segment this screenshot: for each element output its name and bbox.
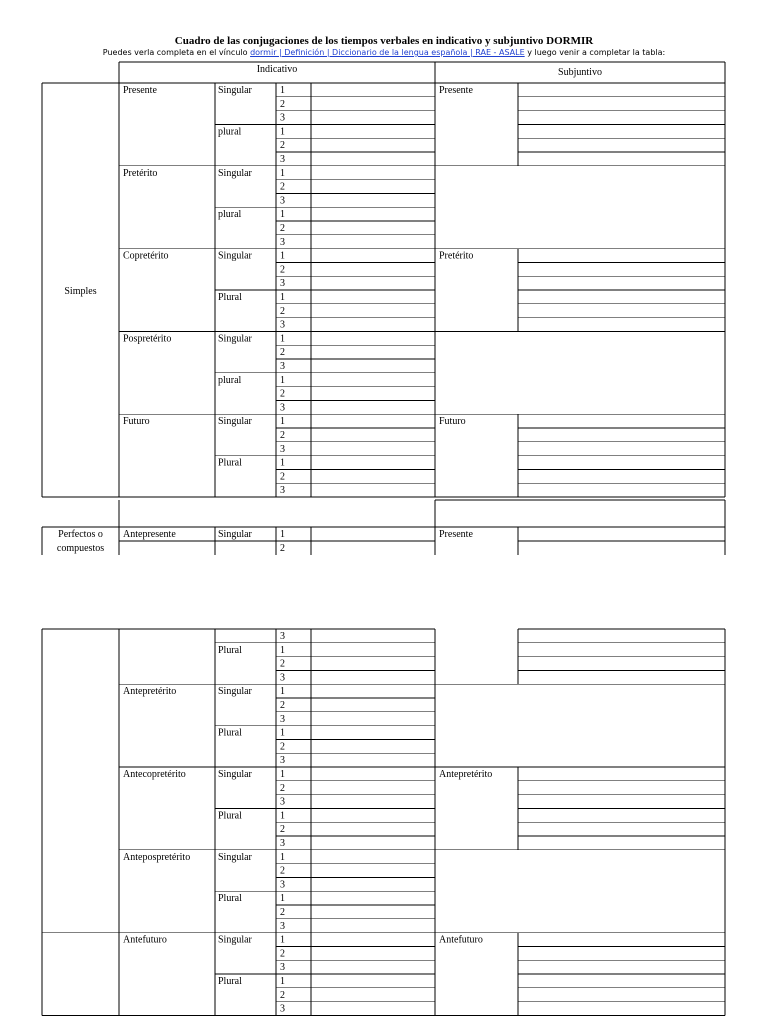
number-plural: Plural	[218, 810, 242, 822]
person-number: 3	[280, 154, 285, 165]
person-number: 2	[280, 700, 285, 711]
person-number: 1	[280, 126, 285, 138]
person-number: 2	[280, 948, 285, 960]
group-label-perfectos: Perfectos o	[58, 529, 103, 540]
number-singular: Singular	[218, 250, 252, 262]
person-number: 3	[280, 713, 285, 725]
tense-label: Antepretérito	[123, 686, 177, 698]
intro-after: y luego venir a completar la tabla:	[524, 48, 666, 57]
person-number: 1	[280, 250, 285, 262]
tense-label: Presente	[123, 85, 157, 96]
column-header-subjuntivo: Subjuntivo	[558, 67, 602, 78]
person-number: 3	[280, 361, 285, 372]
person-number: 1	[280, 209, 285, 221]
tense-label: Antepospretérito	[123, 851, 191, 863]
person-number: 2	[280, 658, 285, 670]
person-number: 1	[280, 644, 285, 656]
tense-label: Antecopretérito	[123, 769, 186, 780]
column-header-indicativo: Indicativo	[256, 64, 298, 75]
person-number: 1	[280, 416, 285, 428]
person-number: 1	[280, 934, 285, 946]
person-number: 1	[280, 374, 285, 386]
number-plural: Plural	[218, 727, 242, 739]
tense-label: Antefuturo	[123, 934, 167, 946]
number-plural: Plural	[218, 292, 242, 303]
person-number: 2	[280, 140, 285, 152]
person-number: 2	[280, 741, 285, 753]
person-number: 2	[280, 989, 285, 1001]
number-singular: Singular	[218, 686, 252, 698]
person-number: 1	[280, 292, 285, 303]
person-number: 3	[280, 631, 285, 642]
number-singular: Singular	[218, 934, 252, 946]
number-plural: Plural	[218, 893, 242, 905]
group-label-compuestos: compuestos	[56, 543, 105, 554]
number-plural: Plural	[218, 457, 242, 469]
person-number: 3	[280, 319, 285, 331]
person-number: 1	[280, 333, 285, 345]
person-number: 2	[280, 865, 285, 877]
person-number: 3	[280, 485, 285, 497]
tense-label: Pretérito	[123, 167, 158, 179]
number-plural: Plural	[218, 976, 242, 987]
number-singular: Singular	[218, 529, 252, 540]
person-number: 3	[280, 195, 285, 207]
person-number: 2	[280, 264, 285, 276]
number-singular: Singular	[218, 769, 252, 780]
person-number: 1	[280, 851, 285, 863]
person-number: 2	[280, 471, 285, 483]
subjuntivo-tense-label: Presente	[439, 85, 473, 96]
person-number: 3	[280, 796, 285, 808]
person-number: 3	[280, 443, 285, 455]
person-number: 1	[280, 457, 285, 469]
person-number: 2	[280, 543, 285, 554]
number-plural: plural	[218, 126, 242, 138]
person-number: 2	[280, 430, 285, 441]
page-title: Cuadro de las conjugaciones de los tiempos verbales en indicativo y subjuntivo DORMIR	[174, 35, 594, 47]
person-number: 1	[280, 727, 285, 739]
number-singular: Singular	[218, 416, 252, 428]
number-singular: Singular	[218, 167, 252, 179]
person-number: 3	[280, 236, 285, 248]
person-number: 1	[280, 769, 285, 780]
intro-before: Puedes verla completa en el vínculo	[102, 48, 251, 57]
person-number: 3	[280, 920, 285, 932]
person-number: 1	[280, 85, 285, 96]
person-number: 2	[280, 223, 285, 234]
subjuntivo-tense-label: Futuro	[439, 416, 466, 428]
person-number: 3	[280, 962, 285, 974]
person-number: 1	[280, 893, 285, 905]
number-singular: Singular	[218, 333, 252, 345]
group-label-simples: Simples	[64, 286, 97, 297]
person-number: 3	[280, 672, 285, 684]
person-number: 3	[280, 838, 285, 849]
person-number: 1	[280, 810, 285, 822]
tense-label: Pospretérito	[123, 333, 172, 345]
person-number: 3	[280, 112, 285, 124]
person-number: 2	[280, 305, 285, 317]
number-singular: Singular	[218, 851, 252, 863]
person-number: 2	[280, 824, 285, 836]
person-number: 2	[280, 98, 285, 110]
person-number: 3	[280, 402, 285, 414]
person-number: 3	[280, 755, 285, 767]
person-number: 1	[280, 529, 285, 540]
person-number: 3	[280, 278, 285, 290]
subjuntivo-tense-label: Antefuturo	[439, 934, 483, 946]
person-number: 2	[280, 181, 285, 193]
tense-label: Futuro	[123, 416, 150, 428]
person-number: 3	[280, 1003, 285, 1015]
person-number: 1	[280, 167, 285, 179]
number-plural: Plural	[218, 644, 242, 656]
person-number: 2	[280, 907, 285, 918]
rae-link[interactable]: dormir | Definición | Diccionario de la lengua española | RAE - ASALE	[250, 48, 525, 57]
person-number: 1	[280, 976, 285, 987]
person-number: 2	[280, 347, 285, 359]
number-singular: Singular	[218, 85, 252, 96]
subjuntivo-tense-label: Antepretérito	[439, 769, 493, 780]
person-number: 1	[280, 686, 285, 698]
person-number: 2	[280, 388, 285, 400]
person-number: 3	[280, 879, 285, 891]
subjuntivo-tense-label: Presente	[439, 529, 473, 540]
tense-label: Copretérito	[123, 250, 169, 262]
person-number: 2	[280, 782, 285, 794]
tense-label: Antepresente	[123, 529, 176, 540]
subjuntivo-tense-label: Pretérito	[439, 250, 474, 262]
number-plural: plural	[218, 374, 242, 386]
number-plural: plural	[218, 209, 242, 221]
